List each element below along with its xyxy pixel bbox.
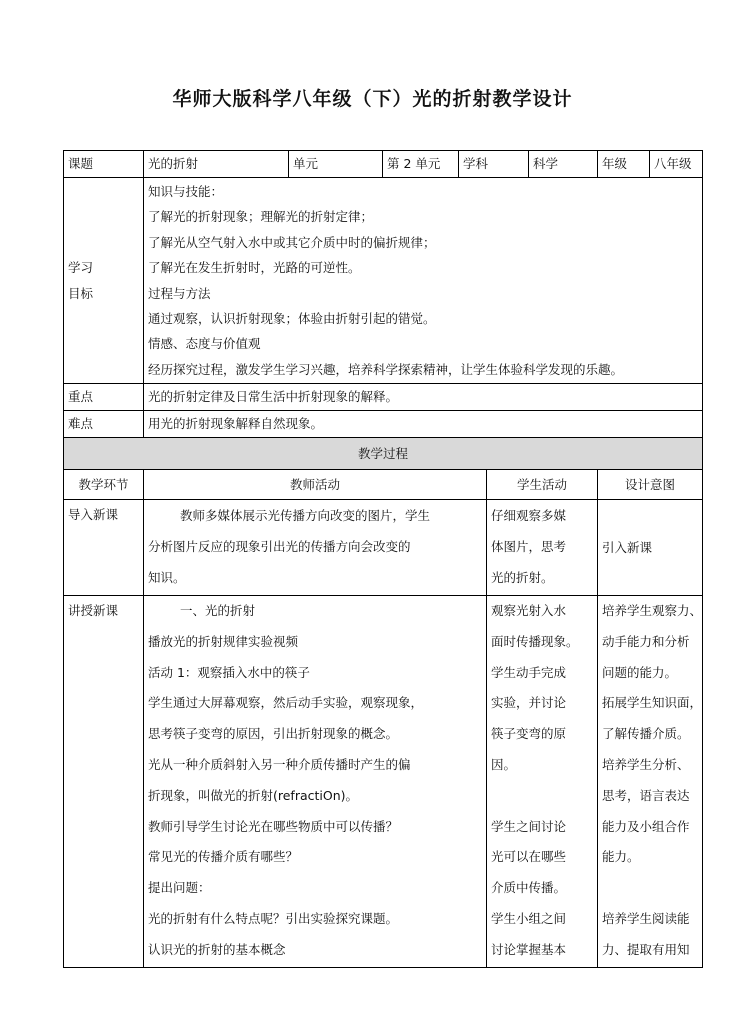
goal-line: 通过观察，认识折射现象；体验由折射引起的错觉。	[148, 310, 436, 326]
lecture-teacher-line: 教师引导学生讨论光在哪些物质中可以传播？	[148, 818, 399, 834]
difficulty-label: 难点	[64, 411, 144, 438]
lecture-student-line: 讨论掌握基本	[491, 941, 567, 957]
column-student: 学生活动	[487, 470, 598, 500]
topic-label: 课题	[64, 151, 144, 178]
goals-row	[64, 178, 703, 384]
goal-line: 经历探究过程，激发学生学习兴趣，培养科学探索精神，让学生体验科学发现的乐趣。	[148, 361, 624, 377]
lecture-teacher-line: 播放光的折射规律实验视频	[148, 633, 299, 649]
lecture-teacher-line: 活动 1：观察插入水中的筷子	[148, 664, 310, 680]
lecture-student-line: 光可以在哪些	[491, 849, 567, 865]
lecture-intent-line: 培养学生分析、	[602, 756, 690, 772]
intro-stage-text: 导入新课	[68, 507, 119, 522]
intro-teacher-line: 教师多媒体展示光传播方向改变的图片，学生	[180, 508, 431, 524]
column-stage: 教学环节	[64, 470, 144, 500]
goals-label-1: 学习	[68, 259, 94, 275]
goals-label	[64, 178, 144, 384]
key-point-label: 重点	[64, 384, 144, 411]
goal-line: 过程与方法	[148, 285, 211, 301]
column-intent: 设计意图	[598, 470, 703, 500]
lecture-student-line: 筷子变弯的原	[491, 726, 567, 742]
lecture-student-line: 学生动手完成	[491, 664, 567, 680]
key-point-value: 光的折射定律及日常生活中折射现象的解释。	[144, 384, 703, 411]
lecture-teacher-line: 提出问题：	[148, 880, 211, 896]
goal-line: 了解光的折射现象；理解光的折射定律；	[148, 209, 374, 225]
lecture-stage	[64, 596, 144, 968]
lecture-stage-text: 讲授新课	[68, 603, 119, 618]
lecture-teacher-line: 折现象，叫做光的折射(refractiOn)。	[148, 787, 359, 803]
lecture-student-line	[491, 781, 593, 812]
lecture-student-line: 学生之间讨论	[491, 818, 567, 834]
lecture-intent-line: 力、提取有用知	[602, 941, 690, 957]
process-header-row	[64, 438, 703, 470]
intro-stage	[64, 500, 144, 596]
lecture-teacher-line: 思考筷子变弯的原因，引出折射现象的概念。	[148, 726, 399, 742]
lecture-student-line: 学生小组之间	[491, 910, 567, 926]
goals-label-2: 目标	[68, 285, 94, 301]
lecture-teacher-line: 常见光的传播介质有哪些？	[148, 849, 299, 865]
process-header: 教学过程	[64, 438, 703, 470]
intro-student-line: 光的折射。	[491, 569, 554, 585]
lecture-teacher-line: 一、光的折射	[180, 603, 256, 618]
lecture-intent-line: 能力及小组合作	[602, 818, 690, 834]
lecture-intent-line: 动手能力和分析	[602, 633, 690, 649]
intro-intent: 引入新课	[598, 500, 703, 596]
unit-value: 第 2 单元	[383, 151, 459, 178]
intro-row	[64, 500, 703, 596]
info-row	[64, 151, 703, 178]
lecture-student-line: 介质中传播。	[491, 880, 567, 896]
key-point-row	[64, 384, 703, 411]
intro-student-line: 仔细观察多媒	[491, 508, 567, 524]
intro-student-line: 体图片，思考	[491, 539, 567, 555]
difficulty-row	[64, 411, 703, 438]
lecture-intent-line: 问题的能力。	[602, 664, 678, 680]
lecture-intent-line: 思考，语言表达	[602, 787, 690, 803]
page-title: 华师大版科学八年级（下）光的折射教学设计	[172, 88, 573, 110]
lecture-student-line: 观察光射入水	[491, 603, 567, 618]
lecture-student-line: 实验，并讨论	[491, 695, 567, 711]
lesson-plan-table	[63, 150, 703, 968]
goal-line: 情感、态度与价值观	[148, 336, 261, 352]
grade-label: 年级	[598, 151, 650, 178]
lecture-student-line: 面时传播现象。	[491, 633, 579, 649]
lecture-intent-line	[602, 873, 698, 904]
difficulty-value: 用光的折射现象解释自然现象。	[144, 411, 703, 438]
unit-label: 单元	[289, 151, 383, 178]
process-columns-row	[64, 470, 703, 500]
intro-teacher	[144, 500, 487, 596]
goal-line: 知识与技能：	[148, 183, 224, 199]
lecture-teacher-line: 认识光的折射的基本概念	[148, 941, 286, 957]
column-teacher: 教师活动	[144, 470, 487, 500]
lecture-teacher-line: 光从一种介质斜射入另一种介质传播时产生的偏	[148, 756, 411, 772]
subject-value: 科学	[529, 151, 598, 178]
lecture-teacher	[144, 596, 487, 968]
lecture-intent	[598, 596, 703, 968]
lecture-intent-line: 培养学生阅读能	[602, 910, 690, 926]
lecture-intent-line: 拓展学生知识面，	[602, 695, 703, 711]
goals-content	[144, 178, 703, 384]
lecture-intent-line: 培养学生观察力、	[602, 603, 703, 618]
lecture-intent-line: 能力。	[602, 849, 640, 865]
grade-value: 八年级	[650, 151, 703, 178]
goal-line: 了解光在发生折射时，光路的可逆性。	[148, 260, 361, 276]
intro-teacher-line: 分析图片反应的现象引出光的传播方向会改变的	[148, 539, 411, 555]
lecture-student-line: 因。	[491, 756, 517, 772]
lecture-student	[487, 596, 598, 968]
intro-student	[487, 500, 598, 596]
lecture-row	[64, 596, 703, 968]
intro-teacher-line: 知识。	[148, 569, 186, 585]
lecture-intent-line: 了解传播介质。	[602, 726, 690, 742]
subject-label: 学科	[459, 151, 529, 178]
lecture-teacher-line: 光的折射有什么特点呢？引出实验探究课题。	[148, 910, 399, 926]
lecture-teacher-line: 学生通过大屏幕观察，然后动手实验，观察现象，	[148, 695, 424, 711]
goal-line: 了解光从空气射入水中或其它介质中时的偏折规律；	[148, 234, 436, 250]
topic-value: 光的折射	[144, 151, 289, 178]
